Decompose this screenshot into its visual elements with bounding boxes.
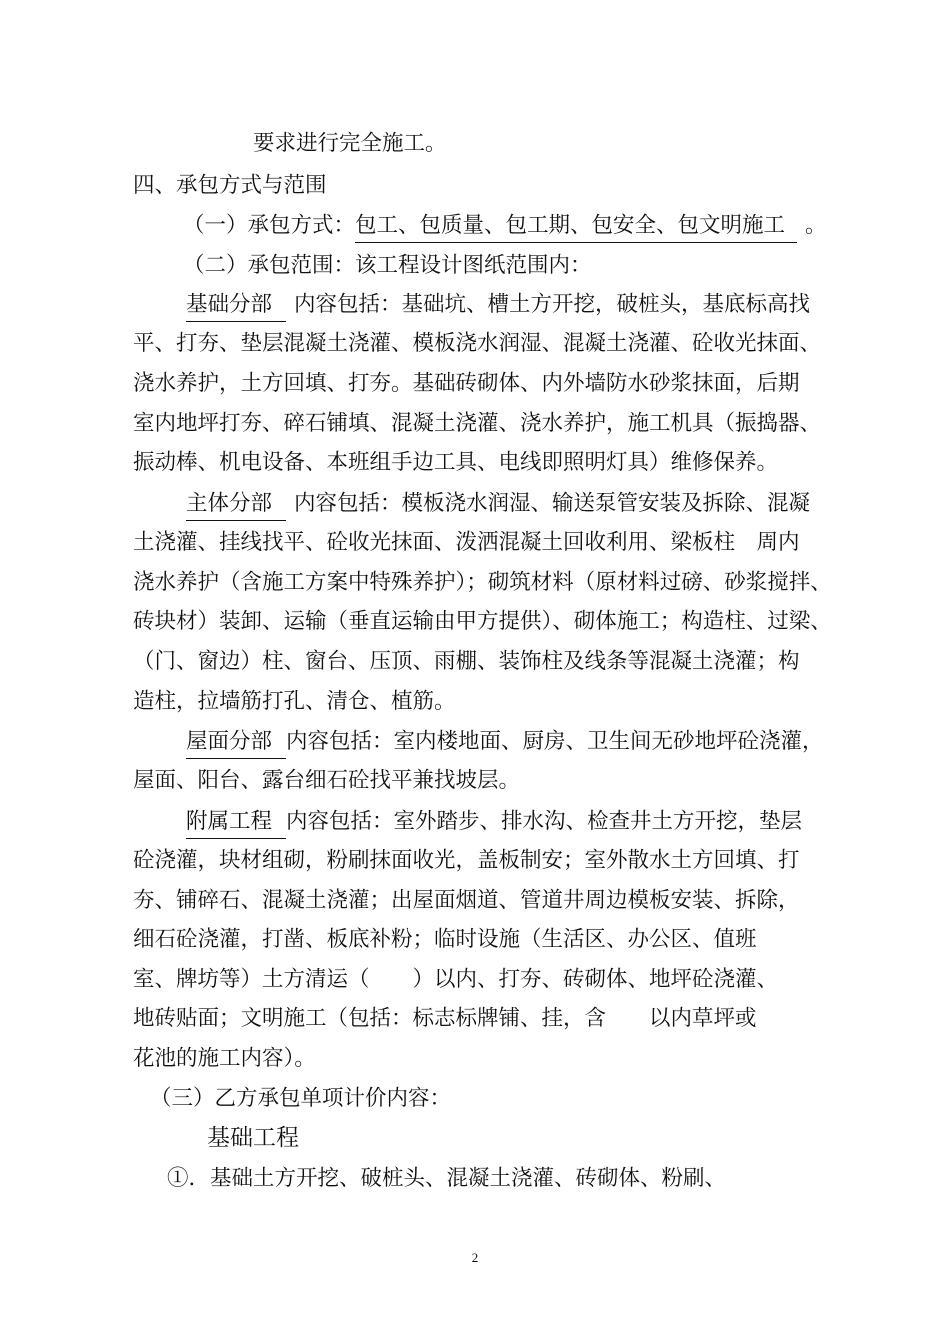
main-structure-line-6: 造柱，拉墙筋打孔、清仓、植筋。 (133, 689, 456, 714)
ancillary-line-6: 地砖贴面；文明施工（包括：标志标牌铺、挂，含 以内草坪或 (133, 1006, 757, 1031)
roof-text: 内容包括：室内楼地面、厨房、卫生间无砂地坪砼浇灌， (286, 729, 824, 754)
foundation-line-2 (133, 330, 826, 358)
roof-line-2: 屋面、阳台、露台细石砼找平兼找坡层。 (133, 768, 521, 793)
contract-scope-line: （二）承包范围：该工程设计图纸范围内： (183, 253, 592, 278)
foundation-line-1 (186, 291, 810, 322)
foundation-line-4: 室内地坪打夯、碎石铺填、混凝土浇灌、浇水养护，施工机具（振捣器、 (133, 411, 822, 436)
main-structure-label: 主体分部 (186, 490, 286, 521)
ancillary-line-4: 细石砼浇灌，打凿、板底补粉；临时设施（生活区、办公区、值班 (133, 927, 757, 952)
contract-method-suffix: 。 (805, 213, 827, 238)
foundation-line-3: 浇水养护，土方回填、打夯。基础砖砌体、内外墙防水砂浆抹面，后期 (133, 371, 800, 396)
ancillary-label: 附属工程 (186, 808, 286, 839)
subsection-heading: （三）乙方承包单项计价内容： (150, 1086, 452, 1111)
contract-method-value: 包工、包质量、包工期、包安全、包文明施工 (355, 212, 797, 243)
roof-label: 屋面分部 (186, 728, 286, 759)
main-structure-line-1 (186, 490, 810, 521)
main-structure-line-5: （门、窗边）柱、窗台、压顶、雨棚、装饰柱及线条等混凝土浇灌；构 (133, 649, 800, 674)
foundation-line-5: 振动棒、机电设备、本班组手边工具、电线即照明灯具）维修保养。 (133, 450, 779, 475)
ancillary-line-1 (186, 808, 802, 839)
foundation-text: 内容包括：基础坑、槽土方开挖，破桩头，基底标高找 (294, 292, 811, 317)
ancillary-text: 内容包括：室外踏步、排水沟、检查井土方开挖，垫层 (286, 809, 803, 834)
main-structure-line-3: 浇水养护（含施工方案中特殊养护）；砌筑材料（原材料过磅、砂浆搅拌、 (133, 570, 832, 595)
roof-line-1 (186, 728, 824, 759)
section-heading: 四、承包方式与范围 (133, 173, 327, 198)
main-structure-text: 内容包括：模板浇水润湿、输送泵管安装及拆除、混凝 (294, 491, 811, 516)
text-line: 要求进行完全施工。 (253, 131, 447, 156)
ancillary-line-5: 室、牌坊等）土方清运（ ）以内、打夯、砖砌体、地坪砼浇灌、 (133, 967, 779, 992)
main-structure-line-2: 土浇灌、挂线找平、砼收光抹面、泼洒混凝土回收利用、梁板柱 周内 (133, 530, 800, 555)
ancillary-line-7: 花池的施工内容）。 (133, 1046, 316, 1071)
contract-method-label: （一）承包方式： (183, 213, 356, 238)
item-1: ①．基础土方开挖、破桩头、混凝土浇灌、砖砌体、粉刷、 (167, 1166, 727, 1191)
ancillary-line-2: 砼浇灌，块材组砌，粉刷抹面收光，盖板制安；室外散水土方回填、打 (133, 848, 800, 873)
text-span: 平、打夯、垫层混凝土浇灌、模板浇水润湿、混凝土浇灌、砼收光抹面、 (133, 331, 822, 356)
page-number: 2 (471, 1250, 479, 1265)
ancillary-line-3: 夯、铺碎石、混凝土浇灌；出屋面烟道、管道井周边模板安装、拆除， (133, 888, 800, 913)
contract-method-line (183, 212, 827, 243)
main-structure-line-4: 砖块材）装卸、运输（垂直运输由甲方提供）、砌体施工；构造柱、过梁、 (133, 609, 832, 634)
foundation-engineering-heading: 基础工程 (207, 1125, 299, 1151)
foundation-label: 基础分部 (186, 291, 286, 322)
